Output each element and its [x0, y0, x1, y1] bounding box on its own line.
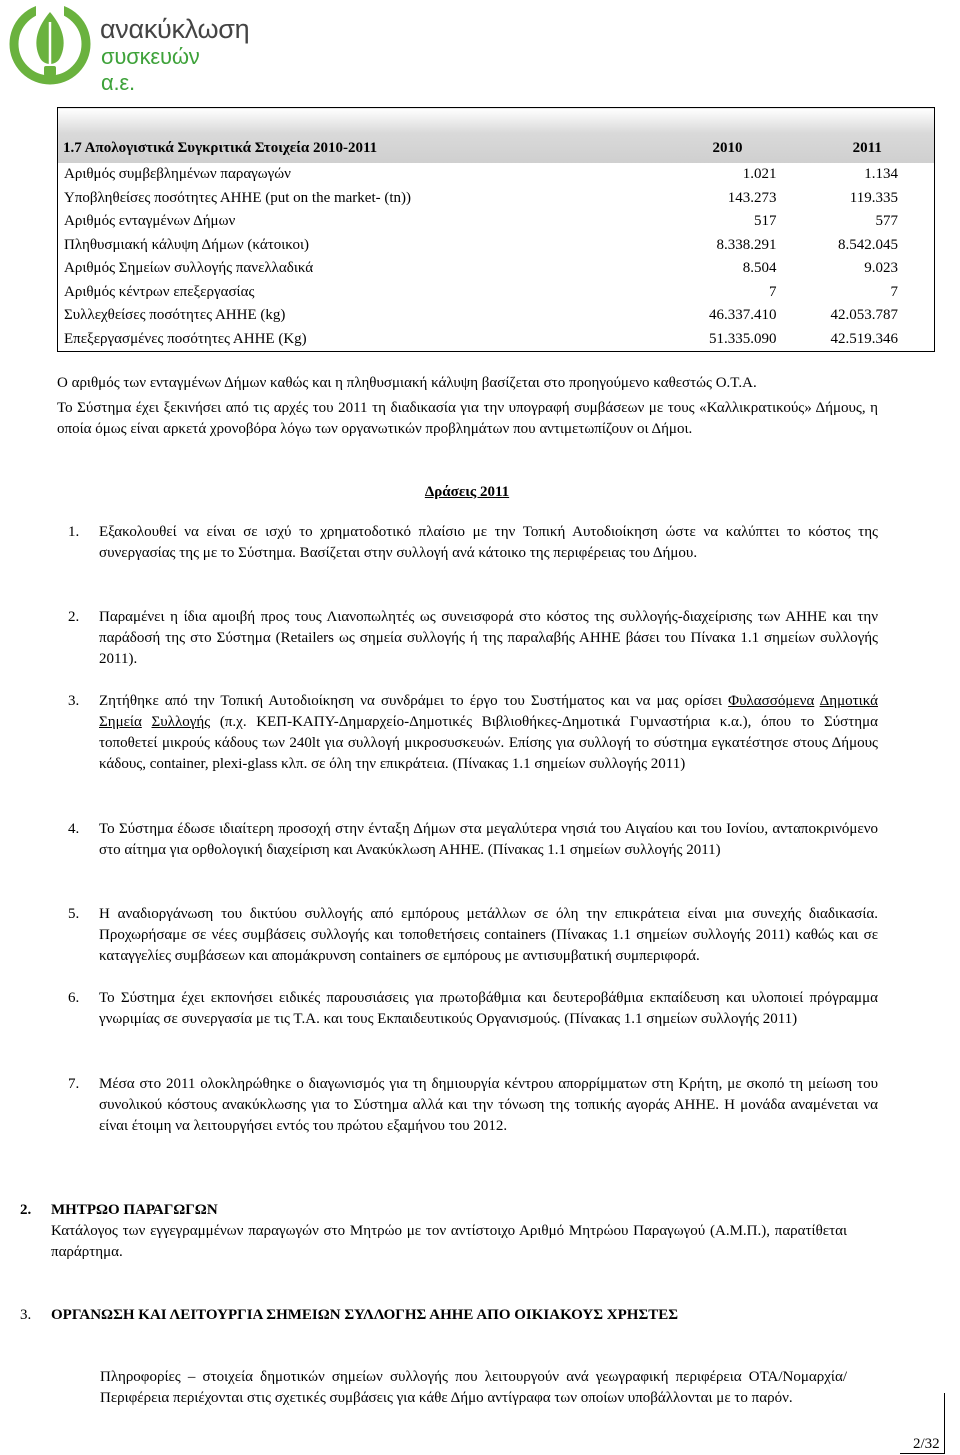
table-row — [58, 210, 935, 234]
table-row — [58, 187, 935, 211]
value-2011: 577 — [805, 210, 935, 234]
item-text: Παραμένει η ίδια αμοιβή προς τους Λιανοπωλητές ως συνεισφορά στο κόστος της συλλογής-διαχείρισης των ΑΗΗΕ και την παράδοσή της στο Σύστημα (Retailers ως σημεία συλλογής ή της παραλαβής ΑΗΗΕ βάσει του Πίνακα 1.1 σημείων συλλογής 2011). — [99, 609, 878, 667]
section-body: Κατάλογος των εγγεγραμμένων παραγωγών στο Μητρώο με τον αντίστοιχο Αριθμό Μητρώου Παραγωγού (Α.Μ.Π.), παρατίθεται παράρτημα. — [51, 1223, 847, 1260]
logo-wordmark-line1: ανακύκλωση — [100, 14, 250, 44]
section-heading: ΟΡΓΑΝΩΣΗ ΚΑΙ ΛΕΙΤΟΥΡΓΙΑ ΣΗΜΕΙΩΝ ΣΥΛΛΟΓΗΣ ΑΗΗΕ ΑΠΟ ΟΙΚΙΑΚΟΥΣ ΧΡΗΣΤΕΣ — [51, 1307, 679, 1323]
value-2010: 7 — [675, 281, 805, 305]
item-text: Η αναδιοργάνωση του δικτύου συλλογής από εμπόρους μετάλλων σε όλη την επικράτεια είναι μια συνεχής διαδικασία. Προχωρήσαμε σε νέες συμβάσεις συλλογής και τοποθετήσεις containers (Πίνακας 1.1 σημείων συλλογής 2011) καθώς και σε καταγγελίες συμβάσεων και απομάκρυνση containers σε εμπόρους με αντισυμβατική συμπεριφορά. — [99, 906, 878, 964]
value-2011: 7 — [805, 281, 935, 305]
row-label: Αριθμός ενταγμένων Δήμων — [58, 210, 675, 234]
page-corner-line — [944, 1393, 945, 1453]
table-title: 1.7 Απολογιστικά Συγκριτικά Στοιχεία 2010-2011 — [58, 108, 675, 164]
table-row — [58, 163, 935, 187]
row-label: Αριθμός Σημείων συλλογής πανελλαδικά — [58, 257, 675, 281]
company-logo — [0, 0, 250, 95]
value-2010: 1.021 — [675, 163, 805, 187]
underlined-word: Φυλασσόμενα — [728, 693, 815, 709]
row-label: Αριθμός συμβεβλημένων παραγωγών — [58, 163, 675, 187]
item-number: 3. — [68, 693, 80, 709]
row-label: Πληθυσμιακή κάλυψη Δήμων (κάτοικοι) — [58, 234, 675, 258]
item-text — [99, 691, 878, 775]
logo-wordmark-line2: συσκευών α.ε. — [101, 44, 200, 95]
value-2011: 42.519.346 — [805, 328, 935, 352]
underlined-word: Δημοτικά — [819, 693, 878, 709]
item-number: 1. — [68, 524, 80, 540]
value-2011: 8.542.045 — [805, 234, 935, 258]
item-number: 6. — [68, 990, 80, 1006]
underlined-word: Σημεία — [99, 714, 142, 730]
item-number: 4. — [68, 821, 80, 837]
underlined-word: Συλλογής — [151, 714, 211, 730]
value-2010: 8.338.291 — [675, 234, 805, 258]
item-number: 5. — [68, 906, 80, 922]
value-2010: 143.273 — [675, 187, 805, 211]
item-text-part: Ζητήθηκε από την Τοπική Αυτοδιοίκηση να συνδράμει το έργο του Συστήματος και να μας ορίσει — [99, 693, 723, 709]
stats-table — [57, 107, 934, 352]
item-text: Εξακολουθεί να είναι σε ισχύ το χρηματοδοτικό πλαίσιο με την Τοπική Αυτοδιοίκηση ώστε να καλύπτει το κόστος της συνεργασίας της με το Σύστημα. Βασίζεται στην συλλογή ανά κάτοικο της περιφέρειας του Δήμου. — [99, 524, 878, 561]
item-text: Το Σύστημα έχει εκπονήσει ειδικές παρουσιάσεις για πρωτοβάθμια και δευτεροβάθμια εκπαίδευση και υλοποιεί πρόγραμμα γνωριμίας σε συνεργασία με τις Τ.Α. και τους Εκπαιδευτικούς Οργανισμούς. (Πίνακας 1.1 σημείων συλλογής 2011) — [99, 990, 878, 1027]
recycle-plug-icon — [0, 0, 100, 90]
section-heading: ΜΗΤΡΩΟ ΠΑΡΑΓΩΓΩΝ — [51, 1202, 218, 1218]
page-number: 2/32 — [913, 1436, 940, 1452]
value-2010: 46.337.410 — [675, 304, 805, 328]
value-2011: 1.134 — [805, 163, 935, 187]
table-row — [58, 281, 935, 305]
value-2011: 119.335 — [805, 187, 935, 211]
row-label: Συλλεχθείσες ποσότητες ΑΗΗΕ (kg) — [58, 304, 675, 328]
value-2010: 517 — [675, 210, 805, 234]
system-paragraph: Το Σύστημα έχει ξεκινήσει από τις αρχές του 2011 τη διαδικασία για την υπογραφή συμβάσεων με τους «Καλλικρατικούς» Δήμους, η οποία όμως είναι αρκετά χρονοβόρα λόγω των οργανωτικών προβλημάτων που αντιμετωπίζουν οι Δήμοι. — [57, 400, 878, 437]
item-number: 2. — [68, 609, 80, 625]
column-header-2010: 2010 — [675, 108, 805, 164]
municipalities-note: Ο αριθμός των ενταγμένων Δήμων καθώς και η πληθυσμιακή κάλυψη βασίζεται στο προηγούμενο καθεστώς Ο.Τ.Α. — [57, 375, 757, 391]
item-number: 7. — [68, 1076, 80, 1092]
row-label: Υποβληθείσες ποσότητες ΑΗΗΕ (put on the market- (tn)) — [58, 187, 675, 211]
item-text: Μέσα στο 2011 ολοκληρώθηκε ο διαγωνισμός για τη δημιουργία κέντρου απορρίμματων στη Κρήτη, με σκοπό τη μείωση του συνολικού κόστους ανακύκλωσης για το Σύστημα αλλά και την τόνωση της τοπικής αγοράς ΑΗΗΕ. Η μονάδα αναμένεται να είναι έτοιμη να λειτουργήσει εντός του πρώτου εξαμήνου του 2012. — [99, 1076, 878, 1134]
table-row — [58, 328, 935, 352]
table-row — [58, 257, 935, 281]
row-label: Επεξεργασμένες ποσότητες ΑΗΗΕ (Kg) — [58, 328, 675, 352]
value-2011: 9.023 — [805, 257, 935, 281]
table-row — [58, 304, 935, 328]
table-header-row — [58, 108, 935, 164]
row-label: Αριθμός κέντρων επεξεργασίας — [58, 281, 675, 305]
section-body: Πληροφορίες – στοιχεία δημοτικών σημείων συλλογής που λειτουργούν ανά γεωγραφική περιφέρεια ΟΤΑ/Νομαρχία/Περιφέρεια περιέχονται στις σχετικές συμβάσεις για κάθε Δήμο αντίγραφα των οποίων υποβάλλονται με το παρόν. — [100, 1369, 847, 1406]
section-number: 2. — [20, 1202, 32, 1218]
actions-title: Δράσεις 2011 — [424, 484, 510, 500]
value-2011: 42.053.787 — [805, 304, 935, 328]
table-row — [58, 234, 935, 258]
value-2010: 51.335.090 — [675, 328, 805, 352]
item-text: Το Σύστημα έδωσε ιδιαίτερη προσοχή στην ένταξη Δήμων στα μεγαλύτερα νησιά του Αιγαίου και του Ιονίου, ανταποκρινόμενο στο αίτημα για ορθολογική διαχείριση και Ανακύκλωση ΑΗΗΕ. (Πίνακας 1.1 σημείων συλλογής 2011) — [99, 821, 878, 858]
section-number: 3. — [20, 1307, 32, 1323]
value-2010: 8.504 — [675, 257, 805, 281]
item-text-part: (π.χ. ΚΕΠ-ΚΑΠΥ-Δημαρχείο-Δημοτικές Βιβλιοθήκες-Δημοτικά Γυμναστήρια κ.α.), όπου το Σύστημα τοποθετεί μικρούς κάδους των 240lt για συλλογή μικροσυσκευών. Επίσης για συλλογή το σύστημα εγκατέστησε στους Δήμους κάδους, container, plexi-glass κλπ. σε όλη την επικράτεια. (Πίνακας 1.1 σημείων συλλογής 2011) — [99, 714, 879, 772]
column-header-2011: 2011 — [805, 108, 935, 164]
